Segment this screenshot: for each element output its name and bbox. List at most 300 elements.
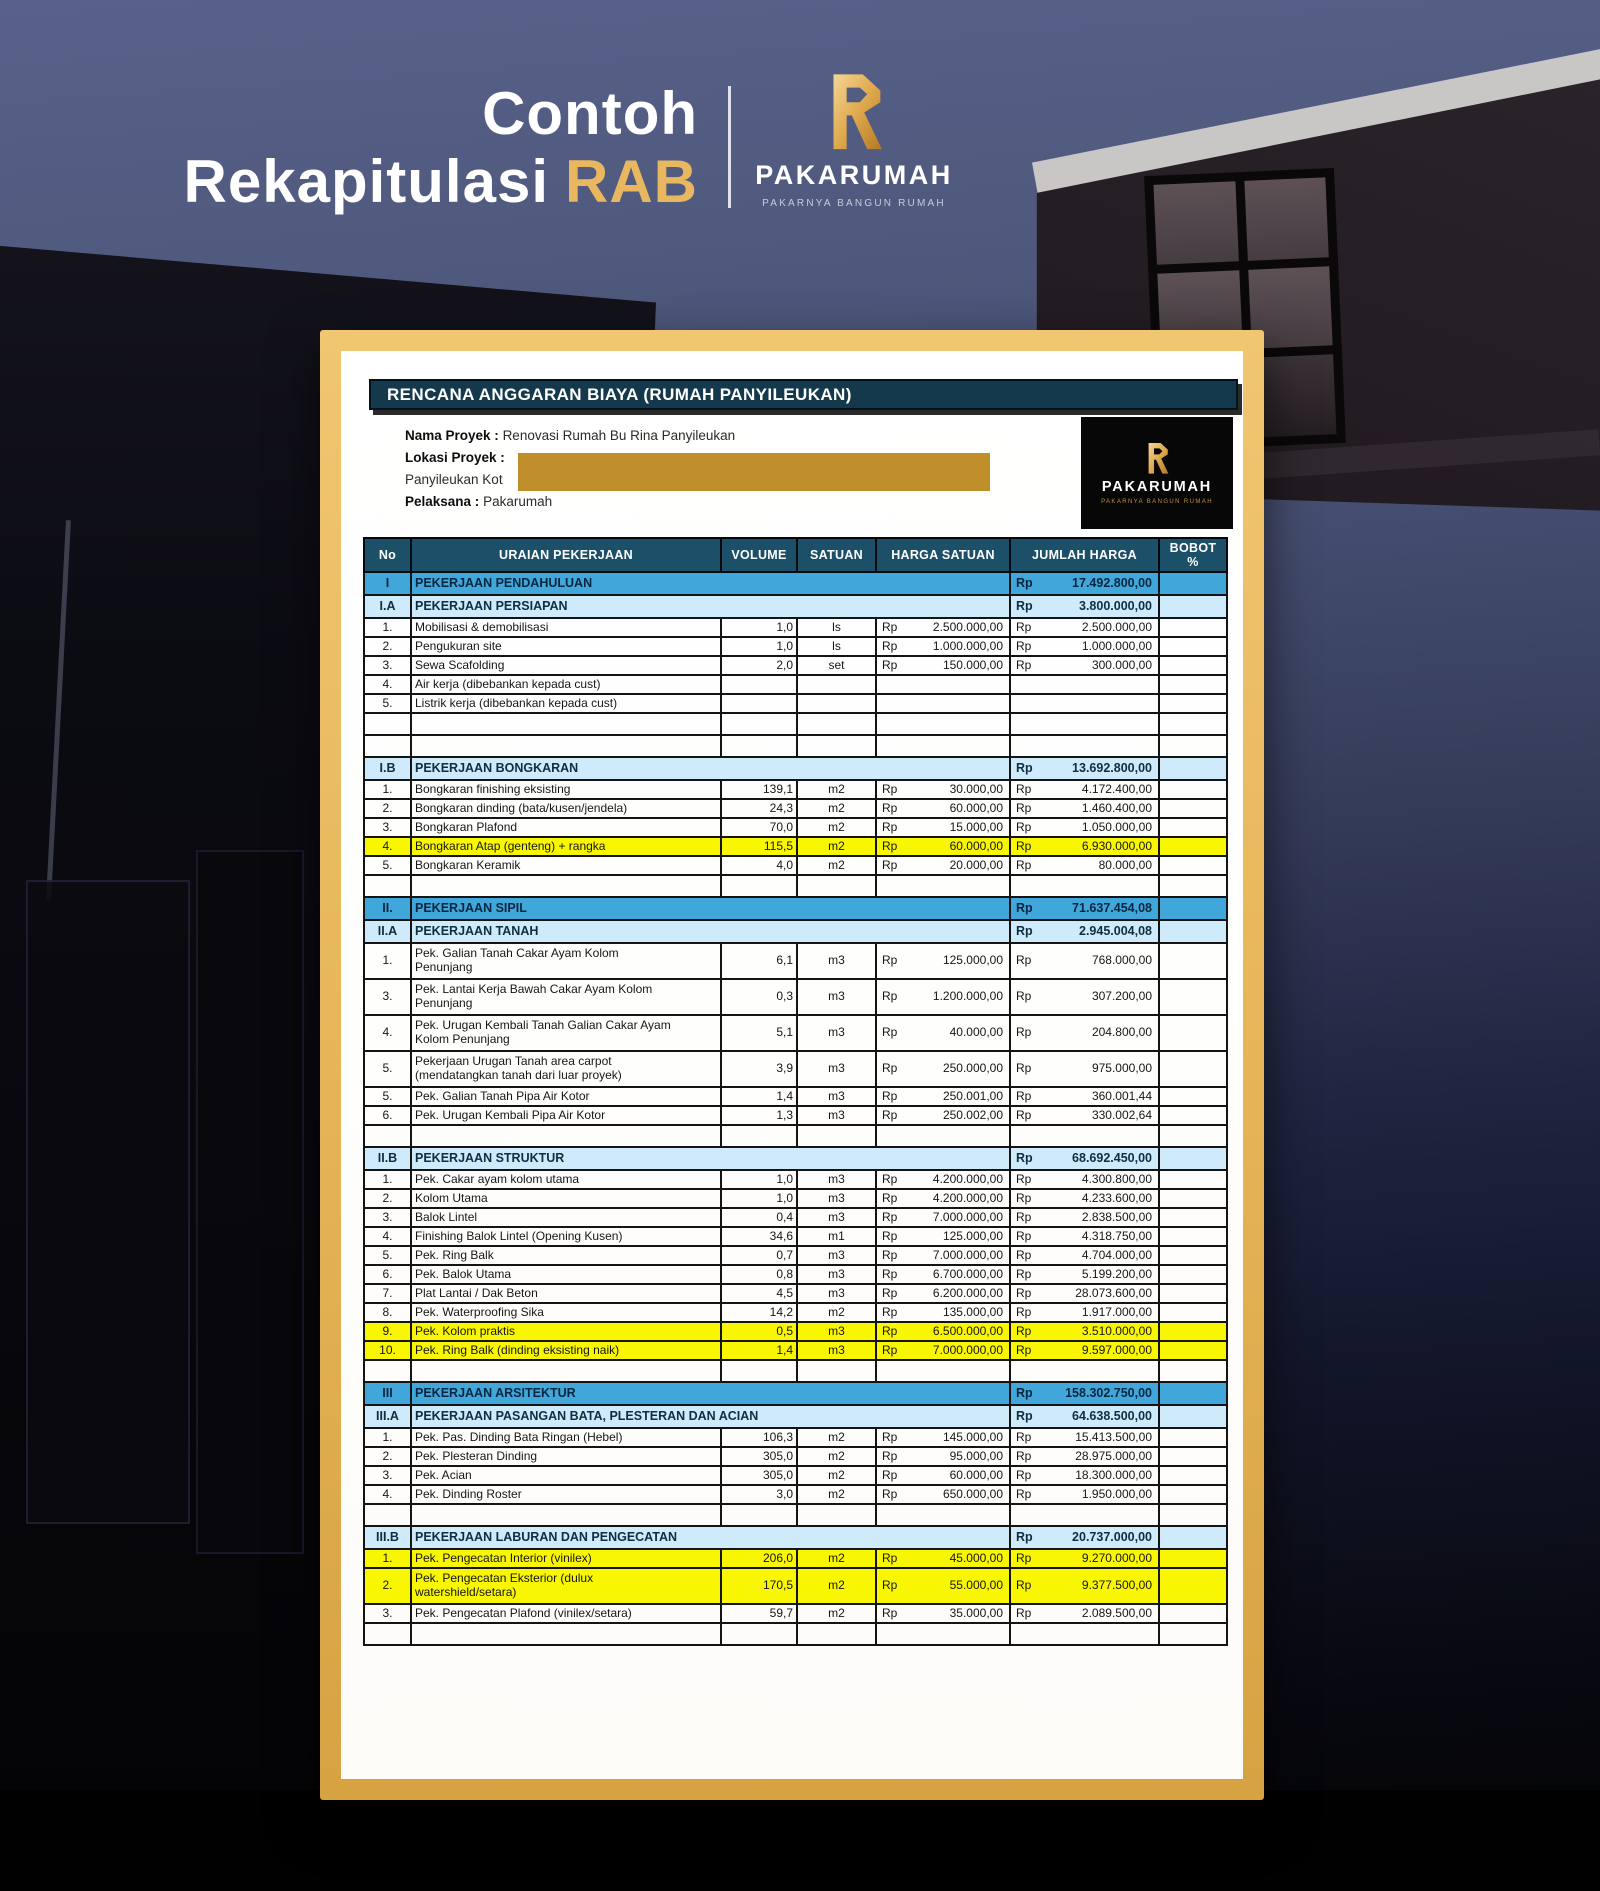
item-row <box>364 1087 1227 1106</box>
cell-bobot <box>1159 1170 1227 1189</box>
cell-bobot <box>1159 780 1227 799</box>
cell-jumlah-harga: Rp 20.737.000,00 <box>1010 1526 1159 1549</box>
cell-no: 2. <box>364 799 411 818</box>
cell-uraian: Pek. Acian <box>411 1466 721 1485</box>
cell-jumlah-harga: Rp 360.001,44 <box>1010 1087 1159 1106</box>
cell-satuan: m2 <box>797 1485 876 1504</box>
cell-uraian: Finishing Balok Lintel (Opening Kusen) <box>411 1227 721 1246</box>
cell-uraian: Pek. Waterproofing Sika <box>411 1303 721 1322</box>
cell-volume <box>721 694 797 713</box>
cell-uraian: Pek. Lantai Kerja Bawah Cakar Ayam Kolom Penunjang <box>411 979 721 1015</box>
cell-satuan <box>797 1504 876 1526</box>
cell-bobot <box>1159 1504 1227 1526</box>
col-harga-satuan: HARGA SATUAN <box>876 538 1010 572</box>
cell-uraian: Pek. Urugan Kembali Pipa Air Kotor <box>411 1106 721 1125</box>
cell-jumlah-harga: Rp 2.838.500,00 <box>1010 1208 1159 1227</box>
cell-satuan <box>797 713 876 735</box>
blank-row <box>364 1360 1227 1382</box>
window-pane <box>1244 177 1329 260</box>
cell-harga-satuan: Rp 6.500.000,00 <box>876 1322 1010 1341</box>
cell-jumlah-harga: Rp 300.000,00 <box>1010 656 1159 675</box>
cell-volume <box>721 735 797 757</box>
item-row <box>364 818 1227 837</box>
cell-no: 3. <box>364 656 411 675</box>
cell-bobot <box>1159 1623 1227 1645</box>
item-row <box>364 943 1227 979</box>
cell-satuan: m2 <box>797 1604 876 1623</box>
cell-volume: 0,4 <box>721 1208 797 1227</box>
cell-volume: 1,0 <box>721 637 797 656</box>
cell-bobot <box>1159 656 1227 675</box>
page-title-line2: Rekapitulasi RAB <box>183 148 698 215</box>
section-row <box>364 595 1227 618</box>
cell-jumlah-harga: Rp 330.002,64 <box>1010 1106 1159 1125</box>
cell-bobot <box>1159 1051 1227 1087</box>
cell-uraian: Listrik kerja (dibebankan kepada cust) <box>411 694 721 713</box>
cell-no: 1. <box>364 1170 411 1189</box>
cell-jumlah-harga: Rp 68.692.450,00 <box>1010 1147 1159 1170</box>
cell-volume <box>721 1504 797 1526</box>
cell-bobot <box>1159 818 1227 837</box>
section-row <box>364 572 1227 595</box>
cell-volume: 5,1 <box>721 1015 797 1051</box>
cell-jumlah-harga: Rp 4.172.400,00 <box>1010 780 1159 799</box>
cell-jumlah-harga: Rp 64.638.500,00 <box>1010 1405 1159 1428</box>
cell-no: 4. <box>364 1015 411 1051</box>
cell-jumlah-harga <box>1010 1623 1159 1645</box>
cell-jumlah-harga: Rp 2.089.500,00 <box>1010 1604 1159 1623</box>
cell-volume: 0,7 <box>721 1246 797 1265</box>
cell-harga-satuan: Rp 150.000,00 <box>876 656 1010 675</box>
cell-harga-satuan: Rp 45.000,00 <box>876 1549 1010 1568</box>
cell-jumlah-harga: Rp 9.597.000,00 <box>1010 1341 1159 1360</box>
cell-no: II. <box>364 897 411 920</box>
blank-row <box>364 1623 1227 1645</box>
cell-jumlah-harga <box>1010 875 1159 897</box>
cell-harga-satuan <box>876 1360 1010 1382</box>
cell-uraian: Pek. Ring Balk (dinding eksisting naik) <box>411 1341 721 1360</box>
cell-uraian: Air kerja (dibebankan kepada cust) <box>411 675 721 694</box>
cell-satuan: m3 <box>797 1284 876 1303</box>
cell-volume: 3,0 <box>721 1485 797 1504</box>
cell-volume <box>721 713 797 735</box>
blank-row <box>364 875 1227 897</box>
cell-volume: 2,0 <box>721 656 797 675</box>
blank-row <box>364 713 1227 735</box>
blank-row <box>364 1125 1227 1147</box>
cell-jumlah-harga: Rp 4.704.000,00 <box>1010 1246 1159 1265</box>
cell-no <box>364 1504 411 1526</box>
cell-volume: 59,7 <box>721 1604 797 1623</box>
item-row <box>364 1549 1227 1568</box>
cell-harga-satuan: Rp 250.001,00 <box>876 1087 1010 1106</box>
item-row <box>364 979 1227 1015</box>
cell-bobot <box>1159 1428 1227 1447</box>
cell-uraian: Bongkaran Keramik <box>411 856 721 875</box>
item-row <box>364 856 1227 875</box>
cell-satuan: m3 <box>797 1208 876 1227</box>
item-row <box>364 1106 1227 1125</box>
item-row <box>364 1303 1227 1322</box>
col-satuan: SATUAN <box>797 538 876 572</box>
item-row <box>364 1604 1227 1623</box>
cell-satuan <box>797 735 876 757</box>
item-row <box>364 694 1227 713</box>
cell-no: 3. <box>364 818 411 837</box>
cell-volume: 139,1 <box>721 780 797 799</box>
cell-no: 3. <box>364 1208 411 1227</box>
cell-satuan: ls <box>797 618 876 637</box>
cell-uraian: PEKERJAAN BONGKARAN <box>411 757 1010 780</box>
cell-satuan: m2 <box>797 1466 876 1485</box>
cell-uraian: Kolom Utama <box>411 1189 721 1208</box>
cell-satuan: m3 <box>797 1106 876 1125</box>
cell-uraian: PEKERJAAN ARSITEKTUR <box>411 1382 1010 1405</box>
cell-uraian: PEKERJAAN STRUKTUR <box>411 1147 1010 1170</box>
item-row <box>364 1428 1227 1447</box>
section-row <box>364 1405 1227 1428</box>
cell-bobot <box>1159 1189 1227 1208</box>
page-title <box>183 80 698 215</box>
cell-jumlah-harga: Rp 18.300.000,00 <box>1010 1466 1159 1485</box>
cell-no <box>364 875 411 897</box>
cell-no: 4. <box>364 837 411 856</box>
cell-bobot <box>1159 1466 1227 1485</box>
item-row <box>364 1015 1227 1051</box>
cell-volume: 1,4 <box>721 1341 797 1360</box>
cell-volume: 305,0 <box>721 1466 797 1485</box>
item-row <box>364 618 1227 637</box>
cell-uraian <box>411 735 721 757</box>
item-row <box>364 837 1227 856</box>
item-row <box>364 1466 1227 1485</box>
cell-jumlah-harga: Rp 17.492.800,00 <box>1010 572 1159 595</box>
cell-uraian: PEKERJAAN LABURAN DAN PENGECATAN <box>411 1526 1010 1549</box>
col-no: No <box>364 538 411 572</box>
cell-harga-satuan: Rp 20.000,00 <box>876 856 1010 875</box>
cell-bobot <box>1159 1087 1227 1106</box>
cell-satuan: m3 <box>797 1246 876 1265</box>
project-name-row: Nama Proyek : Renovasi Rumah Bu Rina Panyileukan <box>405 428 736 443</box>
cell-jumlah-harga <box>1010 1360 1159 1382</box>
cell-jumlah-harga: Rp 768.000,00 <box>1010 943 1159 979</box>
document-logo-name: PAKARUMAH <box>1101 479 1213 495</box>
cell-volume: 14,2 <box>721 1303 797 1322</box>
cell-no: 5. <box>364 856 411 875</box>
cell-harga-satuan: Rp 7.000.000,00 <box>876 1341 1010 1360</box>
header-divider <box>728 86 731 208</box>
cell-no: 2. <box>364 1189 411 1208</box>
cell-bobot <box>1159 694 1227 713</box>
item-row <box>364 1322 1227 1341</box>
cell-no: 4. <box>364 1227 411 1246</box>
house-door-panel <box>26 880 190 1524</box>
item-row <box>364 637 1227 656</box>
cell-harga-satuan: Rp 1.000.000,00 <box>876 637 1010 656</box>
cell-satuan: m3 <box>797 1051 876 1087</box>
window-pane <box>1252 355 1337 438</box>
cell-uraian: Pekerjaan Urugan Tanah area carpot (mendatangkan tanah dari luar proyek) <box>411 1051 721 1087</box>
cell-no: 5. <box>364 1246 411 1265</box>
cell-satuan <box>797 875 876 897</box>
cell-no: 5. <box>364 1087 411 1106</box>
cell-jumlah-harga: Rp 71.637.454,08 <box>1010 897 1159 920</box>
cell-bobot <box>1159 799 1227 818</box>
cell-bobot <box>1159 1405 1227 1428</box>
rab-table <box>363 537 1228 1646</box>
cell-no: III.A <box>364 1405 411 1428</box>
cell-jumlah-harga <box>1010 675 1159 694</box>
page-title-accent: RAB <box>565 148 698 215</box>
item-row <box>364 1051 1227 1087</box>
cell-harga-satuan: Rp 125.000,00 <box>876 1227 1010 1246</box>
cell-volume <box>721 1125 797 1147</box>
item-row <box>364 1447 1227 1466</box>
cell-satuan <box>797 1125 876 1147</box>
cell-harga-satuan: Rp 7.000.000,00 <box>876 1246 1010 1265</box>
cell-harga-satuan: Rp 125.000,00 <box>876 943 1010 979</box>
cell-bobot <box>1159 675 1227 694</box>
cell-volume: 305,0 <box>721 1447 797 1466</box>
cell-volume: 1,3 <box>721 1106 797 1125</box>
cell-bobot <box>1159 1106 1227 1125</box>
cell-uraian: Pek. Cakar ayam kolom utama <box>411 1170 721 1189</box>
col-jumlah-harga: JUMLAH HARGA <box>1010 538 1159 572</box>
cell-no: 1. <box>364 780 411 799</box>
cell-uraian: Pek. Galian Tanah Cakar Ayam Kolom Penunjang <box>411 943 721 979</box>
cell-bobot <box>1159 979 1227 1015</box>
cell-satuan: m2 <box>797 1549 876 1568</box>
col-volume: VOLUME <box>721 538 797 572</box>
cell-no: 4. <box>364 675 411 694</box>
cell-no: 3. <box>364 1466 411 1485</box>
cell-jumlah-harga: Rp 9.377.500,00 <box>1010 1568 1159 1604</box>
cell-uraian: Pek. Urugan Kembali Tanah Galian Cakar Ayam Kolom Penunjang <box>411 1015 721 1051</box>
cell-volume <box>721 1360 797 1382</box>
cell-uraian: Plat Lantai / Dak Beton <box>411 1284 721 1303</box>
cell-bobot <box>1159 1360 1227 1382</box>
cell-satuan: m3 <box>797 1170 876 1189</box>
table-header-row <box>364 538 1227 572</box>
cell-volume: 1,0 <box>721 618 797 637</box>
cell-no: I.A <box>364 595 411 618</box>
cell-bobot <box>1159 943 1227 979</box>
cell-uraian: PEKERJAAN PENDAHULUAN <box>411 572 1010 595</box>
document-title-bar: RENCANA ANGGARAN BIAYA (RUMAH PANYILEUKAN) <box>369 379 1238 410</box>
cell-uraian <box>411 1504 721 1526</box>
cell-uraian <box>411 713 721 735</box>
cell-harga-satuan: Rp 60.000,00 <box>876 1466 1010 1485</box>
cell-no: 10. <box>364 1341 411 1360</box>
cell-harga-satuan <box>876 1504 1010 1526</box>
cell-bobot <box>1159 1549 1227 1568</box>
cell-no: 3. <box>364 979 411 1015</box>
cell-uraian: Pek. Ring Balk <box>411 1246 721 1265</box>
cell-satuan: m1 <box>797 1227 876 1246</box>
cell-bobot <box>1159 1485 1227 1504</box>
cell-jumlah-harga: Rp 1.000.000,00 <box>1010 637 1159 656</box>
cell-no: 2. <box>364 637 411 656</box>
cell-no: II.B <box>364 1147 411 1170</box>
cell-bobot <box>1159 1265 1227 1284</box>
cell-satuan: ls <box>797 637 876 656</box>
project-location-row2: Panyileukan Kot <box>405 472 503 487</box>
cell-bobot <box>1159 1322 1227 1341</box>
cell-harga-satuan: Rp 15.000,00 <box>876 818 1010 837</box>
cell-volume: 0,3 <box>721 979 797 1015</box>
cell-bobot <box>1159 1341 1227 1360</box>
cell-no: 8. <box>364 1303 411 1322</box>
cell-satuan <box>797 694 876 713</box>
project-contractor-row: Pelaksana : Pakarumah <box>405 494 553 509</box>
cell-harga-satuan <box>876 1623 1010 1645</box>
cell-no: 6. <box>364 1106 411 1125</box>
pakarumah-logo-icon <box>817 70 891 152</box>
cell-volume: 1,0 <box>721 1170 797 1189</box>
section-row <box>364 897 1227 920</box>
blank-row <box>364 1504 1227 1526</box>
cell-jumlah-harga: Rp 15.413.500,00 <box>1010 1428 1159 1447</box>
cell-satuan <box>797 1623 876 1645</box>
cell-bobot <box>1159 595 1227 618</box>
cell-jumlah-harga: Rp 204.800,00 <box>1010 1015 1159 1051</box>
cell-satuan: m3 <box>797 1015 876 1051</box>
cell-no: 2. <box>364 1447 411 1466</box>
cell-satuan: m2 <box>797 780 876 799</box>
cell-volume: 4,5 <box>721 1284 797 1303</box>
cell-harga-satuan: Rp 4.200.000,00 <box>876 1189 1010 1208</box>
cell-uraian <box>411 875 721 897</box>
cell-harga-satuan <box>876 694 1010 713</box>
cell-bobot <box>1159 837 1227 856</box>
item-row <box>364 1485 1227 1504</box>
cell-jumlah-harga: Rp 4.300.800,00 <box>1010 1170 1159 1189</box>
cell-harga-satuan: Rp 4.200.000,00 <box>876 1170 1010 1189</box>
cell-harga-satuan: Rp 135.000,00 <box>876 1303 1010 1322</box>
cell-jumlah-harga: Rp 307.200,00 <box>1010 979 1159 1015</box>
cell-harga-satuan: Rp 1.200.000,00 <box>876 979 1010 1015</box>
cell-volume: 170,5 <box>721 1568 797 1604</box>
cell-satuan: m3 <box>797 1189 876 1208</box>
cell-jumlah-harga: Rp 1.917.000,00 <box>1010 1303 1159 1322</box>
cell-no: I <box>364 572 411 595</box>
cell-satuan: m3 <box>797 943 876 979</box>
cell-harga-satuan: Rp 55.000,00 <box>876 1568 1010 1604</box>
cell-satuan: m3 <box>797 979 876 1015</box>
cell-bobot <box>1159 1227 1227 1246</box>
cell-uraian: Pek. Plesteran Dinding <box>411 1447 721 1466</box>
cell-jumlah-harga: Rp 1.050.000,00 <box>1010 818 1159 837</box>
cell-satuan <box>797 1360 876 1382</box>
cell-bobot <box>1159 1604 1227 1623</box>
cell-no: 5. <box>364 1051 411 1087</box>
cell-harga-satuan: Rp 60.000,00 <box>876 837 1010 856</box>
cell-bobot <box>1159 1284 1227 1303</box>
cell-satuan: m3 <box>797 1322 876 1341</box>
cell-jumlah-harga: Rp 1.950.000,00 <box>1010 1485 1159 1504</box>
cell-volume: 0,5 <box>721 1322 797 1341</box>
rab-document <box>320 330 1264 1800</box>
cell-jumlah-harga: Rp 6.930.000,00 <box>1010 837 1159 856</box>
item-row <box>364 1284 1227 1303</box>
redaction-box <box>518 453 990 491</box>
cell-no: 6. <box>364 1265 411 1284</box>
cell-satuan: m2 <box>797 1428 876 1447</box>
item-row <box>364 1246 1227 1265</box>
cell-jumlah-harga <box>1010 713 1159 735</box>
cell-jumlah-harga: Rp 2.500.000,00 <box>1010 618 1159 637</box>
cell-satuan <box>797 675 876 694</box>
cell-volume: 206,0 <box>721 1549 797 1568</box>
cell-volume: 1,4 <box>721 1087 797 1106</box>
cell-satuan: m2 <box>797 837 876 856</box>
cell-uraian: Pengukuran site <box>411 637 721 656</box>
cell-harga-satuan: Rp 145.000,00 <box>876 1428 1010 1447</box>
cell-no: 5. <box>364 694 411 713</box>
cell-no: III.B <box>364 1526 411 1549</box>
cell-uraian: Pek. Kolom praktis <box>411 1322 721 1341</box>
cell-volume: 70,0 <box>721 818 797 837</box>
cell-jumlah-harga <box>1010 694 1159 713</box>
cell-harga-satuan <box>876 875 1010 897</box>
cell-satuan: m3 <box>797 1265 876 1284</box>
cell-bobot <box>1159 1447 1227 1466</box>
cell-bobot <box>1159 1568 1227 1604</box>
cell-satuan: m3 <box>797 1087 876 1106</box>
item-row <box>364 1568 1227 1604</box>
cell-jumlah-harga <box>1010 1125 1159 1147</box>
cell-bobot <box>1159 735 1227 757</box>
cell-bobot <box>1159 637 1227 656</box>
cell-satuan: m2 <box>797 799 876 818</box>
brand-tagline: PAKARNYA BANGUN RUMAH <box>762 198 946 209</box>
cell-uraian: Pek. Galian Tanah Pipa Air Kotor <box>411 1087 721 1106</box>
cell-jumlah-harga: Rp 9.270.000,00 <box>1010 1549 1159 1568</box>
cell-no: 1. <box>364 618 411 637</box>
section-row <box>364 1147 1227 1170</box>
cell-no <box>364 1360 411 1382</box>
cell-jumlah-harga: Rp 3.800.000,00 <box>1010 595 1159 618</box>
cell-no: II.A <box>364 920 411 943</box>
cell-harga-satuan: Rp 60.000,00 <box>876 799 1010 818</box>
item-row <box>364 1208 1227 1227</box>
cell-volume <box>721 875 797 897</box>
cell-jumlah-harga: Rp 4.318.750,00 <box>1010 1227 1159 1246</box>
cell-harga-satuan: Rp 2.500.000,00 <box>876 618 1010 637</box>
cell-satuan: m2 <box>797 1447 876 1466</box>
cell-satuan: m2 <box>797 1303 876 1322</box>
cell-no: 1. <box>364 1549 411 1568</box>
cell-no: 3. <box>364 1604 411 1623</box>
cell-harga-satuan <box>876 1125 1010 1147</box>
cell-volume: 0,8 <box>721 1265 797 1284</box>
item-row <box>364 799 1227 818</box>
section-row <box>364 757 1227 780</box>
cell-bobot <box>1159 1125 1227 1147</box>
cell-harga-satuan <box>876 675 1010 694</box>
cell-uraian: Mobilisasi & demobilisasi <box>411 618 721 637</box>
item-row <box>364 675 1227 694</box>
cell-harga-satuan <box>876 735 1010 757</box>
cell-no <box>364 735 411 757</box>
cell-uraian: Sewa Scafolding <box>411 656 721 675</box>
page-title-line1: Contoh <box>482 80 698 147</box>
cell-no: 9. <box>364 1322 411 1341</box>
cell-bobot <box>1159 713 1227 735</box>
cell-bobot <box>1159 1246 1227 1265</box>
section-row <box>364 1526 1227 1549</box>
document-logo-tagline: PAKARNYA BANGUN RUMAH <box>1101 499 1213 505</box>
